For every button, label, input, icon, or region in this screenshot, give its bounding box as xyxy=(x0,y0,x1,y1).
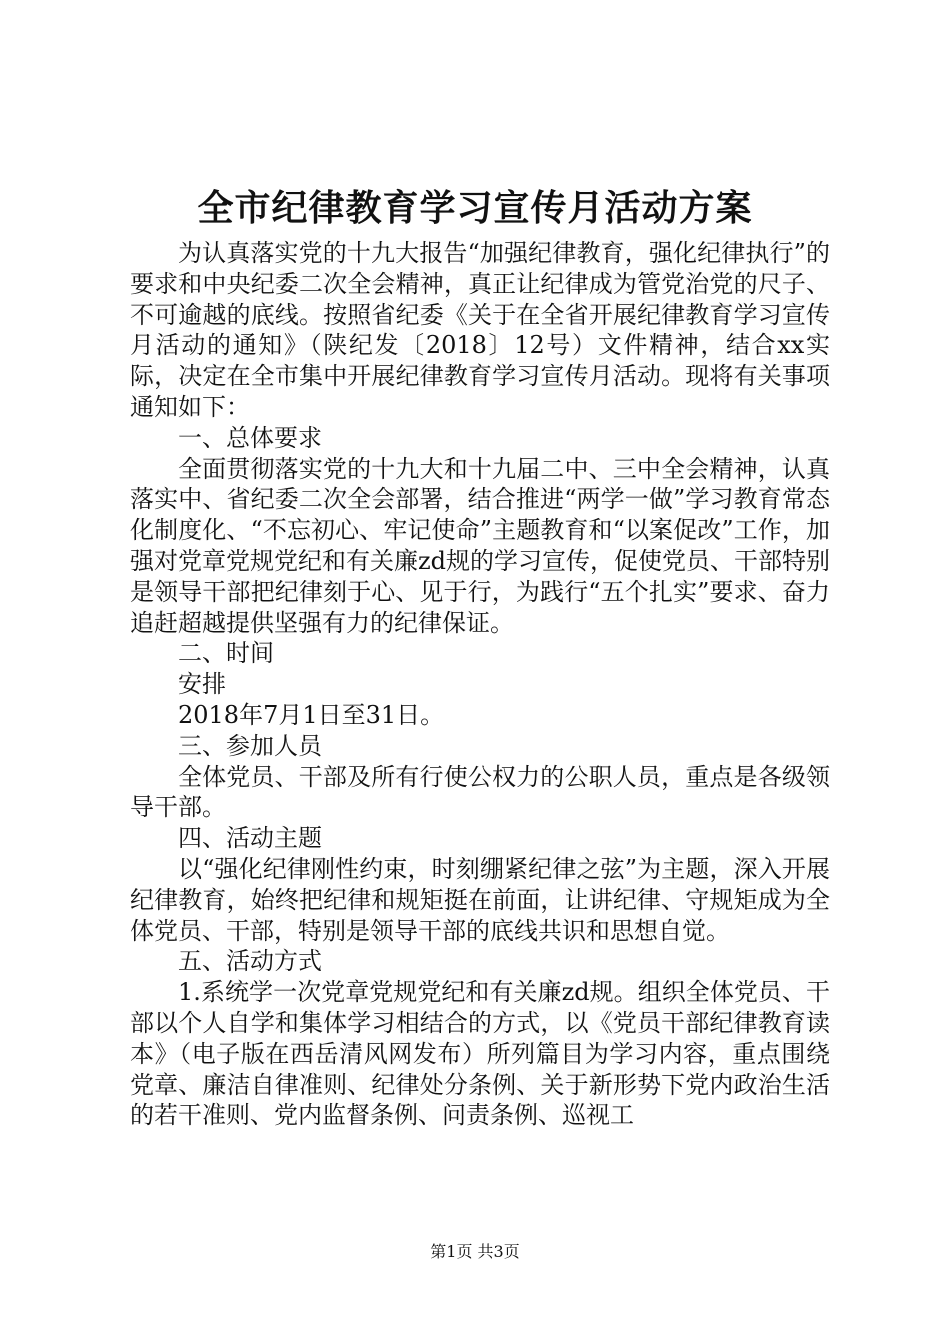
document-title: 全市纪律教育学习宣传月活动方案 xyxy=(197,187,753,229)
section-heading-methods: 五、活动方式 xyxy=(178,947,322,976)
intro-paragraph: 为认真落实党的十九大报告“加强纪律教育，强化纪律执行”的要求和中央纪委二次全会精神，真正让纪律成为管党治党的尺子、不可逾越的底线。按照省纪委《关于在全省开展纪律教育学习宣传月活动的通知》（陕纪发〔2018〕12号）文件精神，结合xx实际，决定在全市集中开展纪律教育学习宣传月活动。现将有关事项通知如下： xyxy=(130,239,830,421)
time-arrangement-dates: 2018年7月1日至31日。 xyxy=(178,700,445,729)
general-requirements-paragraph: 全面贯彻落实党的十九大和十九届二中、三中全会精神，认真落实中、省纪委二次全会部署，结合推进“两学一做”学习教育常态化制度化、“不忘初心、牢记使命”主题教育和“以案促改”工作，加强对党章党规党纪和有关廉zd规的学习宣传，促使党员、干部特别是领导干部把纪律刻于心、见于行，为践行“五个扎实”要求、奋力追赶超越提供坚强有力的纪律保证。 xyxy=(130,454,831,637)
section-heading-general-requirements: 一、总体要求 xyxy=(178,423,322,452)
methods-paragraph-1: 1.系统学一次党章党规党纪和有关廉zd规。组织全体党员、干部以个人自学和集体学习相结合的方式，以《党员干部纪律教育读本》（电子版在西岳清风网发布）所列篇目为学习内容，重点围绕党章、廉洁自律准则、纪律处分条例、关于新形势下党内政治生活的若干准则、党内监督条例、问责条例、巡视工 xyxy=(130,978,830,1130)
section-heading-time: 二、时间 xyxy=(178,639,274,668)
section-heading-participants: 三、参加人员 xyxy=(178,731,322,760)
page-footer: 第1页 共3页 xyxy=(430,1242,520,1261)
section-heading-theme: 四、活动主题 xyxy=(178,824,322,853)
time-arrangement-label: 安排 xyxy=(178,670,226,699)
document-body xyxy=(130,238,830,1131)
participants-paragraph: 全体党员、干部及所有行使公权力的公职人员，重点是各级领导干部。 xyxy=(130,762,830,822)
theme-paragraph: 以“强化纪律刚性约束，时刻绷紧纪律之弦”为主题，深入开展纪律教育，始终把纪律和规矩挺在前面，让讲纪律、守规矩成为全体党员、干部，特别是领导干部的底线共识和思想自觉。 xyxy=(130,854,830,945)
